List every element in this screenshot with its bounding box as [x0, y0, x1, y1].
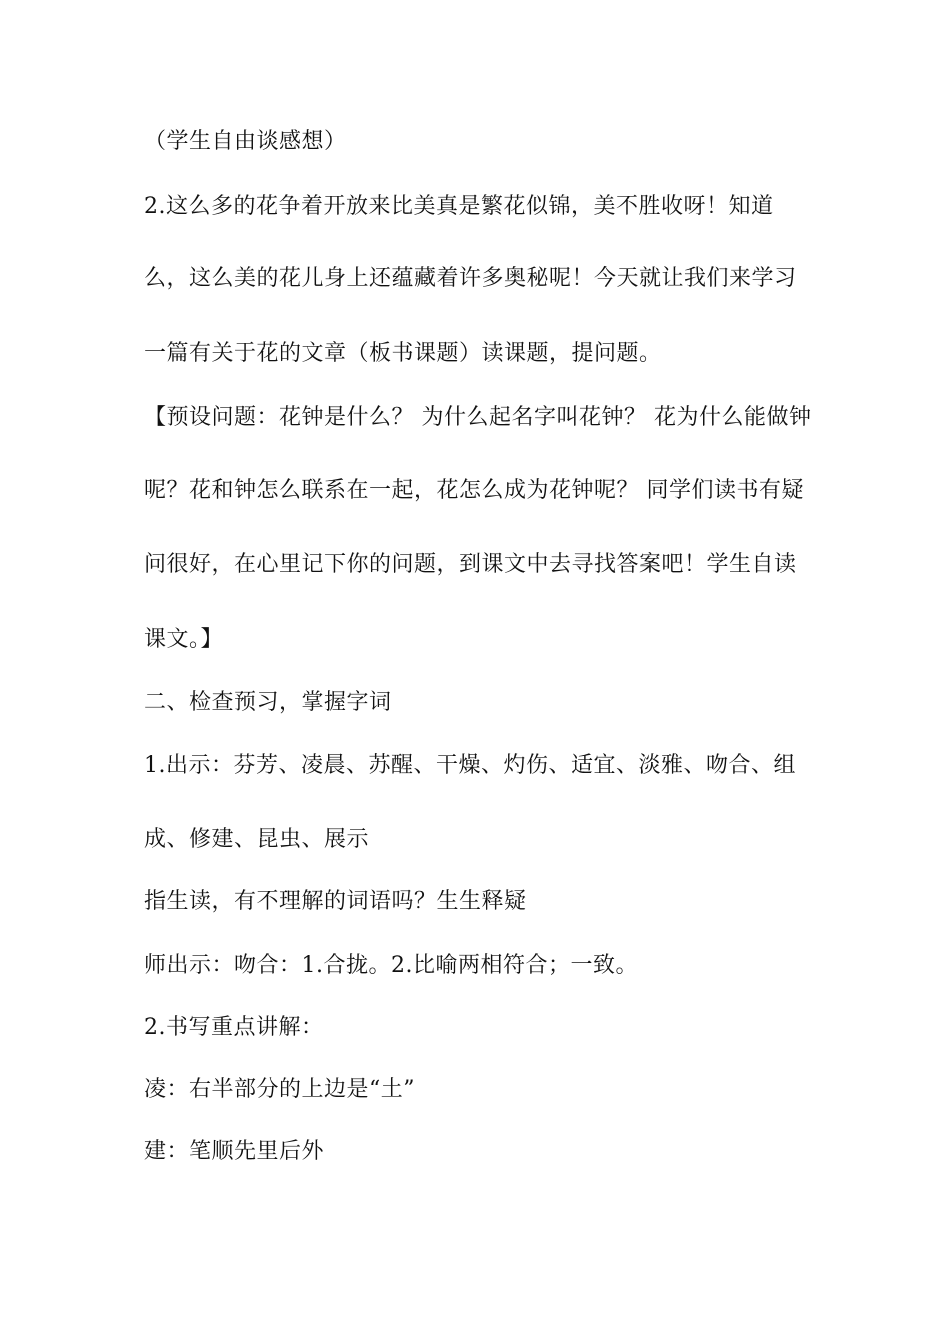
text-line: 一篇有关于花的文章（板书课题）读课题，提问题。	[144, 341, 662, 366]
text-line: 凌：右半部分的上边是“土”	[144, 1077, 415, 1102]
text-line: 师出示：吻合：1.合拢。2.比喻两相符合；一致。	[144, 953, 638, 978]
text-line: 成、修建、昆虫、展示	[144, 827, 370, 852]
text-line: 【预设问题：花钟是什么？ 为什么起名字叫花钟？ 花为什么能做钟	[144, 405, 812, 430]
text-line: （学生自由谈感想）	[144, 129, 347, 154]
text-line: 指生读，有不理解的词语吗？生生释疑	[144, 889, 527, 914]
section-heading: 二、检查预习，掌握字词	[144, 690, 392, 715]
text-line: 呢？花和钟怎么联系在一起，花怎么成为花钟呢？ 同学们读书有疑	[144, 478, 804, 503]
text-line: 2.书写重点讲解：	[144, 1015, 324, 1040]
text-line: 么，这么美的花儿身上还蕴藏着许多奥秘呢！今天就让我们来学习	[144, 266, 797, 291]
text-line: 课文。】	[144, 627, 224, 652]
text-line: 1.出示：芬芳、凌晨、苏醒、干燥、灼伤、适宜、淡雅、吻合、组	[144, 753, 796, 778]
text-line: 建：笔顺先里后外	[144, 1139, 325, 1164]
text-line: 问很好，在心里记下你的问题，到课文中去寻找答案吧！学生自读	[144, 552, 797, 577]
text-line: 2.这么多的花争着开放来比美真是繁花似锦，美不胜收呀！知道	[144, 194, 774, 219]
